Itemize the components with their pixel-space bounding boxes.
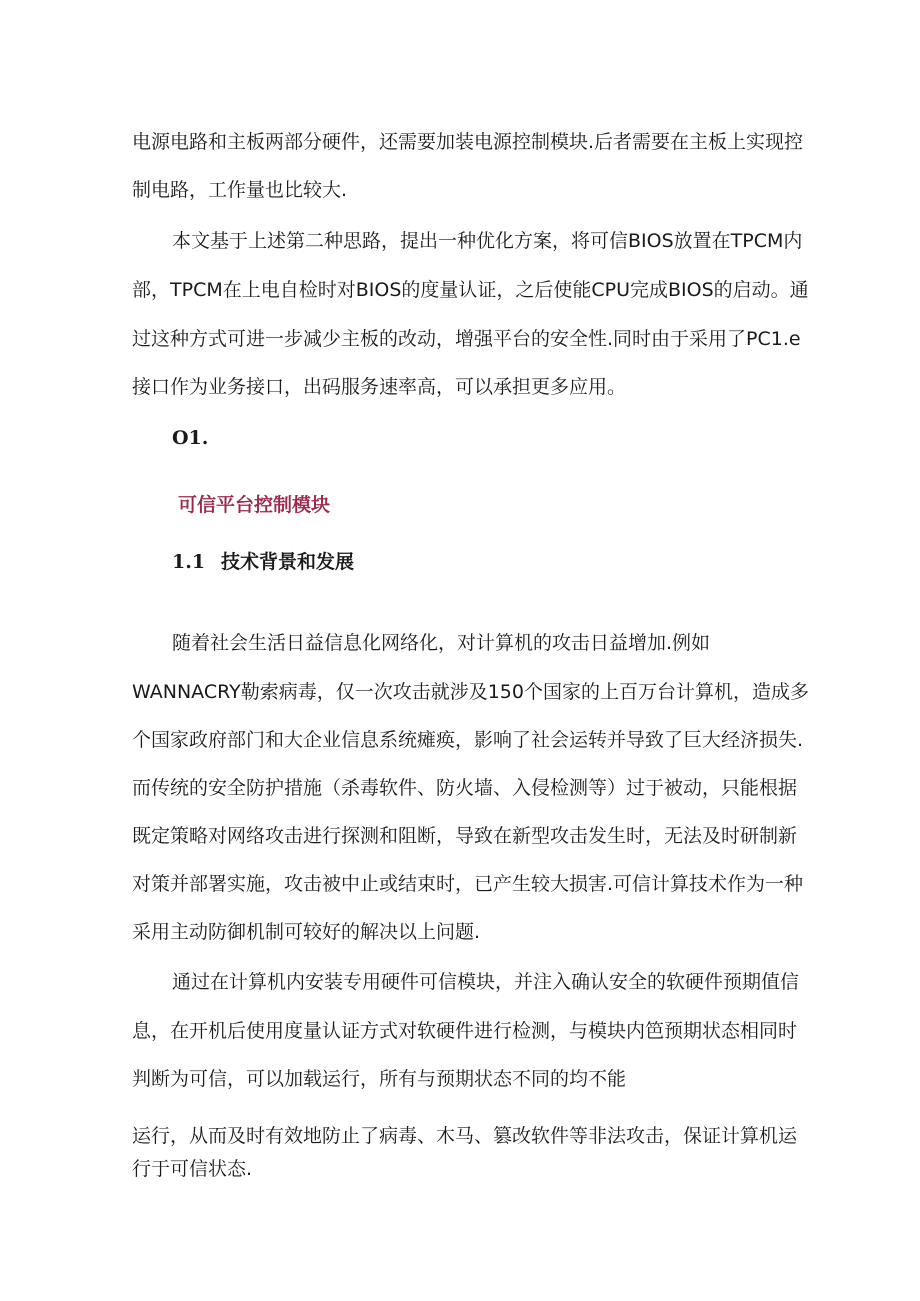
- subsection-number: 1.1: [172, 551, 206, 573]
- paragraph-line: 采用主动防御机制可较好的解决以上问题.: [132, 921, 481, 943]
- paragraph-line: 个国家政府部门和大企业信息系统瘫痪，影响了社会运转并导致了巨大经济损失.: [132, 729, 804, 751]
- paragraph-line: 部，TPCM在上电自检时对BIOS的度量认证，之后使能CPU完成BIOS的启动。通: [132, 279, 809, 301]
- paragraph-line: 行于可信状态.: [132, 1158, 253, 1180]
- paragraph-line: 过这种方式可进一步减少主板的改动，增强平台的安全性.同时由于采用了PC1.e: [132, 328, 801, 350]
- paragraph-line: 电源电路和主板两部分硬件，还需要加装电源控制模块.后者需要在主板上实现控: [132, 131, 804, 153]
- paragraph-line: 息，在开机后使用度量认证方式对软硬件进行检测，与模块内笆预期状态相同时: [132, 1020, 798, 1042]
- paragraph-line: 而传统的安全防护措施（杀毒软件、防火墙、入侵检测等）过于被动，只能根据: [132, 777, 798, 799]
- paragraph-line: 对策并部署实施，攻击被中止或结束时，已产生较大损害.可信计算技术作为一种: [132, 873, 804, 895]
- paragraph-line: 接口作为业务接口，出码服务速率高，可以承担更多应用。: [132, 376, 627, 398]
- subsection-title: 技术背景和发展: [221, 551, 355, 573]
- paragraph-line: WANNACRY勒索病毒，仅一次攻击就涉及150个国家的上百万台计算机，造成多: [132, 681, 809, 703]
- paragraph-line: 判断为可信，可以加载运行，所有与预期状态不同的均不能: [132, 1068, 627, 1090]
- heading-number: O1.: [172, 427, 209, 449]
- paragraph-line: 随着社会生活日益信息化网络化，对计算机的攻击日益增加.例如: [172, 632, 711, 654]
- paragraph-line: 运行，从而及时有效地防止了病毒、木马、篡改软件等非法攻击，保证计算机运: [132, 1125, 798, 1147]
- paragraph-line: 通过在计算机内安装专用硬件可信模块，并注入确认安全的软硬件预期值信: [172, 971, 800, 993]
- paragraph-line: 制电路，工作量也比较大.: [132, 179, 348, 201]
- paragraph-line: 本文基于上述第二种思路，提出一种优化方案，将可信BIOS放置在TPCM内: [172, 230, 803, 252]
- section-title: 可信平台控制模块: [178, 494, 331, 516]
- paragraph-line: 既定策略对网络攻击进行探测和阻断，导致在新型攻击发生时，无法及时研制新: [132, 825, 798, 847]
